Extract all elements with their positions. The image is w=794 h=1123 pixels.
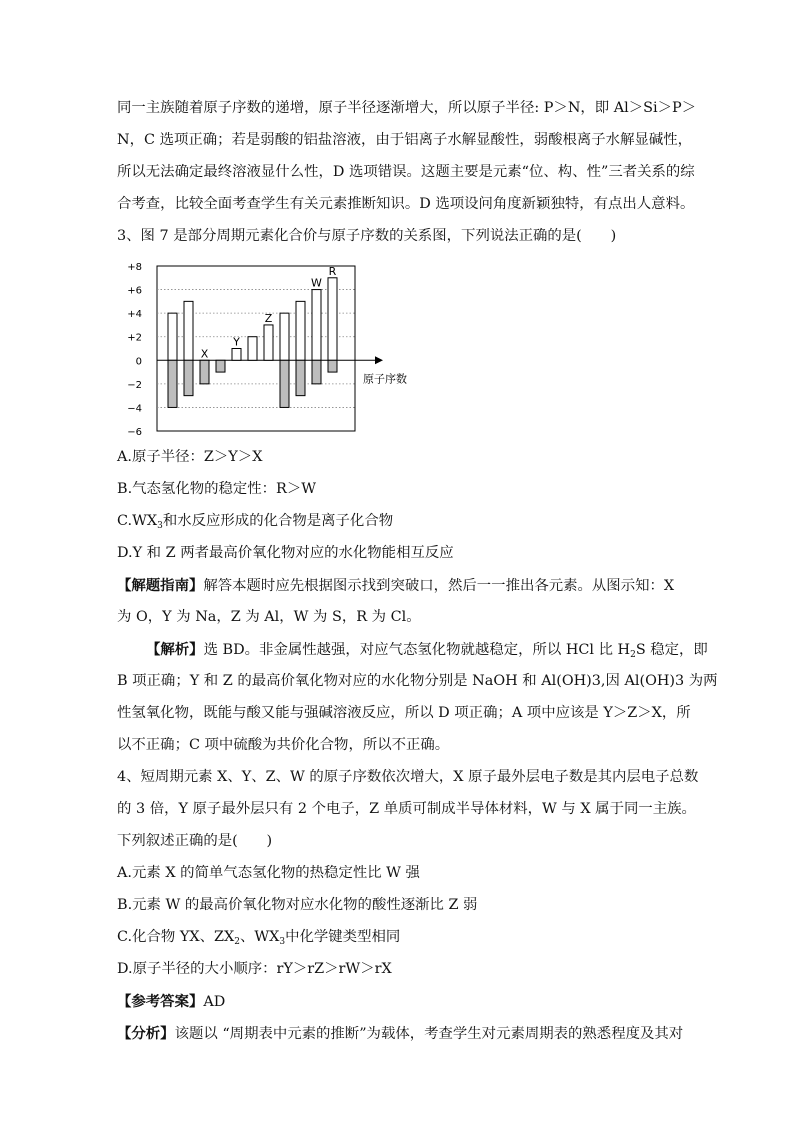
document-page [117,98,718,1055]
q3-option-c [117,511,683,532]
q3-option-a: A.原子半径：Z＞Y＞X [117,449,263,465]
q3-analysis [117,639,708,660]
q4-option-b: B.元素 W 的最高价氧化物对应水化物的酸性逐渐比 Z 弱 [117,897,478,913]
positive-valence-bar [296,301,305,360]
element-label: R [328,264,337,278]
paragraph-line: N，C 选项正确；若是弱酸的铝盐溶液，由于铝离子水解显酸性，弱酸根离子水解显碱性， [117,132,693,148]
element-label: X [200,347,209,361]
q3-guide-text: 解答本题时应先根据图示找到突破口，然后一一推出各元素。从图示知：X [203,578,675,594]
positive-valence-bar [248,337,257,361]
q3-option-d: D.Y 和 Z 两者最高价氧化物对应的水化物能相互反应 [117,545,454,561]
q3-guide [117,575,683,596]
q4-analysis [117,1023,683,1044]
q4-stem: 4、短周期元素 X、Y、Z、W 的原子序数依次增大，X 原子最外层电子数是其内层电子总数 [117,769,699,785]
q3-stem: 3、图 7 是部分周期元素化合价与原子序数的关系图，下列说法正确的是( ) [117,228,617,244]
q3-analysis-cont: 以不正确；C 项中硫酸为共价化合物，所以不正确。 [117,737,450,753]
q3-guide-label: 【解题指南】 [117,577,204,594]
q4-option-c-subscript: 2 [234,937,240,947]
paragraph-line: 所以无法确定最终溶液显什么性，D 选项错误。这题主要是元素“位、构、性”三者关系的综 [117,164,695,180]
negative-valence-bar [184,360,193,395]
q3-option-c-subscript: 3 [157,521,163,531]
q3-analysis-text: 选 BD。非金属性越强，对应气态氢化物就越稳定，所以 HCl 比 H [203,642,631,658]
q3-guide-cont: 为 O，Y 为 Na，Z 为 Al，W 为 S，R 为 Cl。 [117,609,421,625]
y-tick-label: 0 [135,356,142,368]
q3-analysis-subscript: 2 [630,650,636,660]
q4-option-c-text-end: 中化学键类型相同 [285,929,401,945]
positive-valence-bar [168,313,177,360]
q4-answer-label: 【参考答案】 [117,993,204,1010]
y-tick-label: +4 [127,309,142,321]
positive-valence-bar [328,278,337,361]
q4-option-c [117,927,683,948]
element-label: W [311,276,322,290]
positive-valence-bar [280,313,289,360]
negative-valence-bar [200,360,209,384]
negative-valence-bar [312,360,321,384]
y-tick-label: −6 [127,427,142,438]
q3-analysis-cont: 性氢氧化物，既能与酸又能与强碱溶液反应，所以 D 项正确；A 项中应该是 Y＞Z＞X，所 [117,705,691,721]
y-tick-label: −4 [127,403,142,415]
q4-stem-cont: 下列叙述正确的是( ) [117,833,273,849]
negative-valence-bar [280,360,289,407]
q3-analysis-label: 【解析】 [146,641,204,658]
q3-option-c-text: C.WX [117,513,158,529]
negative-valence-bar [296,360,305,395]
y-tick-label: −2 [127,379,142,391]
positive-valence-bar [184,301,193,360]
q4-option-c-subscript: 3 [279,937,286,947]
negative-valence-bar [168,360,177,407]
q4-answer [117,991,683,1012]
valence-chart [117,256,683,441]
q4-option-a: A.元素 X 的简单气态氢化物的热稳定性比 W 强 [117,865,420,881]
negative-valence-bar [216,360,225,372]
x-axis-label: 原子序数 [363,372,407,386]
paragraph-line: 同一主族随着原子序数的递增，原子半径逐渐增大，所以原子半径: P＞N，即 Al＞Si＞P＞ [117,100,697,116]
q3-option-c-text-end: 和水反应形成的化合物是离子化合物 [162,513,394,529]
y-tick-label: +2 [127,332,142,344]
element-label: Z [264,311,273,325]
positive-valence-bar [232,349,241,361]
q4-option-c-text-mid: 、WX [239,929,280,945]
positive-valence-bar [264,325,273,360]
valence-chart-svg [117,256,417,441]
q3-analysis-text-end: S 稳定，即 [635,642,708,658]
paragraph-line: 合考查，比较全面考查学生有关元素推断知识。D 选项设问角度新颖独特，有点出人意料。 [117,196,695,212]
q3-analysis-cont: B 项正确；Y 和 Z 的最高价氧化物对应的水化物分别是 NaOH 和 Al(OH)3,因 Al(OH)3 为两 [117,673,718,689]
q4-answer-value: AD [203,994,226,1010]
q4-option-d: D.原子半径的大小顺序：rY＞rZ＞rW＞rX [117,961,392,977]
y-tick-label: +8 [127,262,142,273]
negative-valence-bar [328,360,337,372]
x-axis-arrow [375,356,383,364]
q4-analysis-text: 该题以 “周期表中元素的推断”为载体，考查学生对元素周期表的熟悉程度及其对 [174,1026,684,1042]
q4-analysis-label: 【分析】 [117,1025,175,1042]
q3-option-b: B.气态氢化物的稳定性：R＞W [117,481,317,497]
q4-stem-cont: 的 3 倍，Y 原子最外层只有 2 个电子，Z 单质可制成半导体材料，W 与 X 属于同一主族。 [117,801,696,817]
element-label: Y [233,335,240,349]
y-tick-label: +6 [127,285,142,297]
positive-valence-bar [312,290,321,361]
q4-option-c-text: C.化合物 YX、ZX [117,929,235,945]
